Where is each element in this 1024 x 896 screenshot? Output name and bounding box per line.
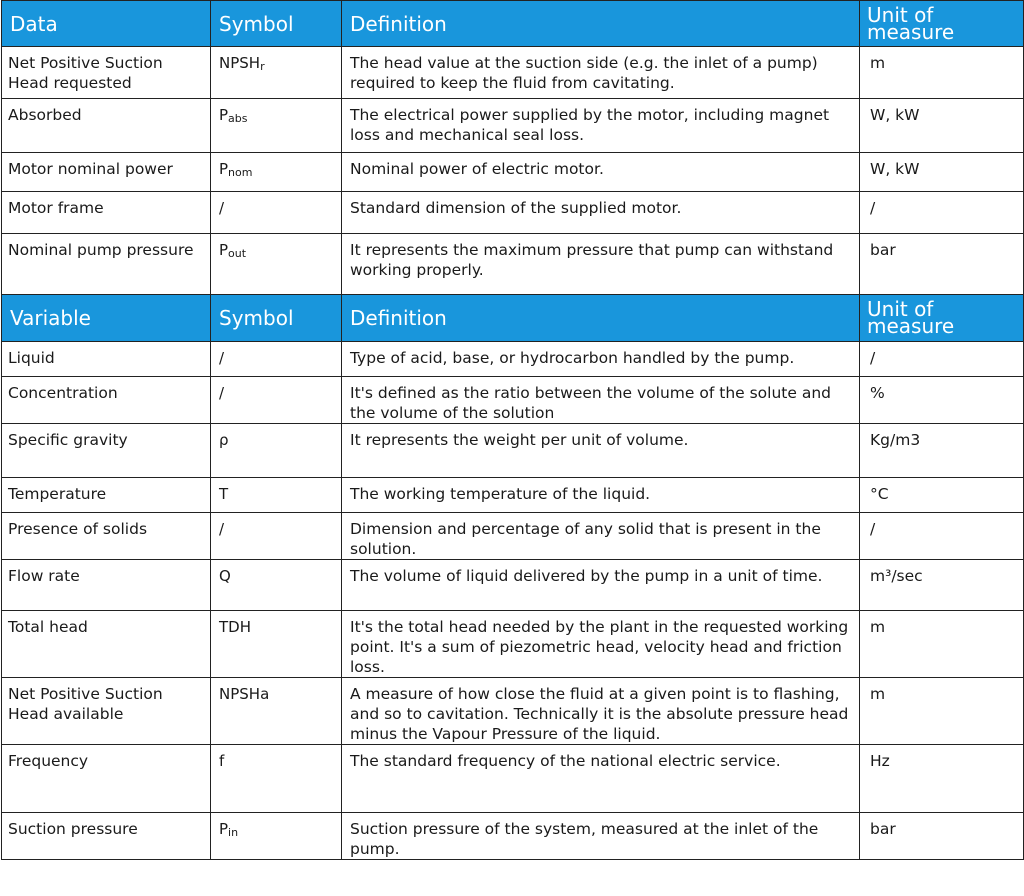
row-definition-text: Suction pressure of the system, measured at the inlet of the pump. [350,820,819,858]
row-definition-text: It represents the maximum pressure that pump can withstand working properly. [350,241,834,279]
row-label [2,47,211,99]
row-label-text: Flow rate [8,567,80,585]
row-label [2,153,211,192]
row-unit [860,234,1024,295]
row-symbol [211,192,342,234]
row-definition-text: It's defined as the ratio between the volume of the solute and the volume of the solution [350,384,831,422]
row-label [2,678,211,745]
table-row [2,234,1024,295]
symbol-base: / [219,384,225,402]
row-definition-text: The working temperature of the liquid. [350,485,651,503]
symbol-subscript: nom [228,166,253,179]
row-definition-text: A measure of how close the fluid at a given point is to flashing, and so to cavitation. Technically it is the absolute pressure head minus the Vapour Pressure of the liquid. [350,685,849,743]
row-unit [860,678,1024,745]
row-unit-text: °C [870,485,889,503]
row-unit [860,99,1024,153]
row-unit-text: m [870,618,886,636]
table-row [2,153,1024,192]
row-unit-text: bar [870,820,896,838]
row-label [2,745,211,813]
row-symbol [211,99,342,153]
symbol-base: P [219,241,229,259]
symbol-base: Q [219,567,231,585]
row-label [2,478,211,513]
row-definition [342,342,860,377]
row-definition [342,234,860,295]
header-cell-label: Data [2,1,211,47]
row-label-text: Suction pressure [8,820,138,838]
row-symbol [211,611,342,678]
symbol-subscript: out [228,247,247,260]
row-label-text: Total head [8,618,88,636]
table-row [2,611,1024,678]
row-symbol [211,342,342,377]
row-unit-text: bar [870,241,896,259]
row-unit [860,424,1024,478]
symbol-base: NPSH [219,54,261,72]
row-unit-text: m [870,54,886,72]
table-row [2,745,1024,813]
table-row [2,192,1024,234]
row-label-text: Nominal pump pressure [8,241,194,259]
row-unit [860,192,1024,234]
header-row-2 [2,295,1024,342]
row-symbol-text [211,424,341,450]
row-unit [860,377,1024,424]
row-unit-text: / [870,199,876,217]
header-cell-definition: Definition [342,1,860,47]
row-unit [860,611,1024,678]
row-definition-text: The electrical power supplied by the motor, including magnet loss and mechanical seal loss. [350,106,830,144]
symbol-base: f [219,752,225,770]
symbol-base: ρ [219,431,229,449]
row-label-text: Net Positive Suction Head available [8,685,163,723]
row-definition-text: Nominal power of electric motor. [350,160,604,178]
row-label [2,377,211,424]
row-label [2,342,211,377]
row-label [2,813,211,860]
row-symbol-text [211,153,341,183]
table-row [2,99,1024,153]
table-row [2,678,1024,745]
row-definition-text: The head value at the suction side (e.g. the inlet of a pump) required to keep the fluid from cavitating. [350,54,818,92]
row-definition [342,678,860,745]
symbol-base: P [219,106,229,124]
header-cell-definition: Definition [342,295,860,342]
row-definition [342,513,860,560]
table-row [2,377,1024,424]
row-definition [342,153,860,192]
row-symbol [211,513,342,560]
symbol-subscript: r [260,60,265,73]
row-symbol [211,424,342,478]
row-label [2,611,211,678]
row-unit-text: W, kW [870,160,920,178]
row-definition [342,745,860,813]
row-label [2,513,211,560]
row-symbol-text [211,611,341,637]
row-label-text: Net Positive Suction Head requested [8,54,163,92]
row-label-text: Motor frame [8,199,104,217]
row-unit-text: Hz [870,752,890,770]
symbol-subscript: in [228,826,239,839]
header-cell-label: Variable [2,295,211,342]
row-definition [342,377,860,424]
header-cell-symbol: Symbol [211,295,342,342]
row-symbol-text [211,99,341,129]
row-label [2,192,211,234]
row-definition-text: It represents the weight per unit of volume. [350,431,689,449]
row-definition [342,813,860,860]
row-definition [342,99,860,153]
row-definition-text: Type of acid, base, or hydrocarbon handled by the pump. [350,349,795,367]
row-unit [860,47,1024,99]
row-label-text: Presence of solids [8,520,148,538]
symbol-base: P [219,160,229,178]
row-symbol [211,745,342,813]
row-symbol [211,234,342,295]
row-definition [342,478,860,513]
row-unit-text: % [870,384,885,402]
row-definition-text: The volume of liquid delivered by the pump in a unit of time. [350,567,823,585]
row-definition [342,611,860,678]
row-symbol [211,560,342,611]
row-unit-text: W, kW [870,106,920,124]
row-symbol [211,813,342,860]
table-row [2,478,1024,513]
row-unit-text: / [870,349,876,367]
row-symbol-text [211,47,341,77]
header-cell-symbol: Symbol [211,1,342,47]
row-definition [342,424,860,478]
row-unit [860,342,1024,377]
row-label-text: Concentration [8,384,118,402]
row-unit-text: Kg/m3 [870,431,921,449]
header-cell-unit: Unit of measure [860,295,1024,342]
row-symbol-text [211,745,341,771]
row-symbol-text [211,234,341,264]
row-symbol-text [211,678,341,704]
row-definition [342,192,860,234]
symbol-base: / [219,199,225,217]
pump-parameters-table [1,0,1024,860]
row-symbol-text [211,560,341,586]
row-definition [342,560,860,611]
symbol-base: TDH [219,618,251,636]
header-row-1 [2,1,1024,47]
header-cell-unit: Unit of measure [860,1,1024,47]
row-symbol [211,678,342,745]
row-unit [860,745,1024,813]
table-row [2,813,1024,860]
symbol-base: P [219,820,229,838]
row-definition-text: Dimension and percentage of any solid that is present in the solution. [350,520,821,558]
row-symbol [211,153,342,192]
row-unit-text: / [870,520,876,538]
symbol-base: / [219,520,225,538]
row-unit [860,560,1024,611]
row-symbol [211,47,342,99]
row-unit [860,478,1024,513]
row-label-text: Temperature [8,485,107,503]
row-label [2,99,211,153]
symbol-base: T [219,485,229,503]
row-symbol-text [211,377,341,403]
row-symbol-text [211,478,341,504]
row-label [2,560,211,611]
symbol-base: NPSHa [219,685,270,703]
symbol-subscript: abs [228,112,248,125]
row-label-text: Specific gravity [8,431,128,449]
row-label-text: Motor nominal power [8,160,173,178]
row-unit [860,153,1024,192]
row-symbol [211,478,342,513]
row-symbol-text [211,813,341,843]
row-label [2,234,211,295]
row-symbol-text [211,342,341,368]
table-row [2,560,1024,611]
row-unit [860,513,1024,560]
row-label [2,424,211,478]
row-label-text: Liquid [8,349,55,367]
row-symbol-text [211,513,341,539]
table-row [2,342,1024,377]
table-row [2,424,1024,478]
row-unit [860,813,1024,860]
row-unit-text: m³/sec [870,567,923,585]
symbol-base: / [219,349,225,367]
row-label-text: Frequency [8,752,89,770]
row-definition-text: Standard dimension of the supplied motor. [350,199,682,217]
row-label-text: Absorbed [8,106,82,124]
row-unit-text: m [870,685,886,703]
row-symbol-text [211,192,341,218]
row-symbol [211,377,342,424]
row-definition-text: The standard frequency of the national electric service. [350,752,781,770]
row-definition-text: It's the total head needed by the plant in the requested working point. It's a sum of piezometric head, velocity head and friction loss. [350,618,849,676]
table-row [2,513,1024,560]
row-definition [342,47,860,99]
table-row [2,47,1024,99]
